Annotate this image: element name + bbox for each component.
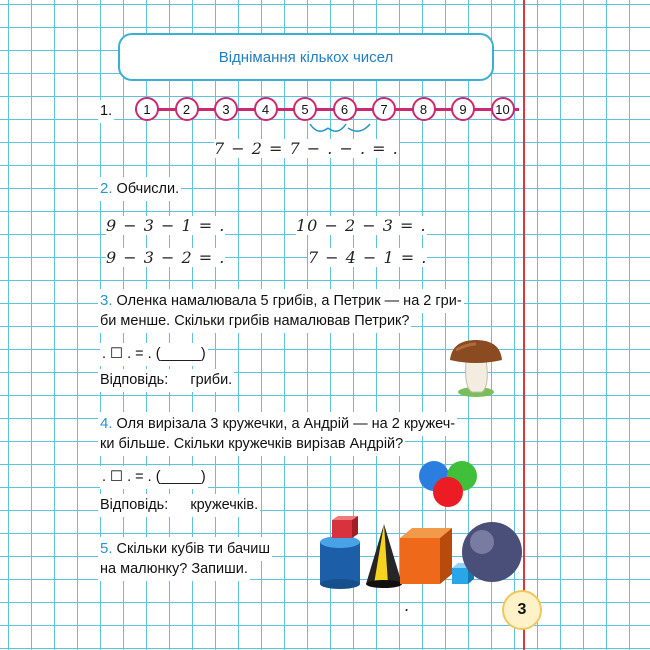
exercise-5-answer-dot: .	[404, 596, 411, 615]
exercise-5-text-1: Скільки кубів ти бачиш	[116, 541, 271, 557]
exercise-3-scheme: . ☐ . = . (_____)	[100, 343, 208, 366]
shapes-picture	[316, 514, 524, 590]
number-line-circle-4: 4	[254, 97, 278, 121]
exercise-4-text-1: Оля вирізала 3 кружечки, а Андрій — на 2 кружеч-	[116, 416, 456, 432]
number-line-circle-5: 5	[293, 97, 317, 121]
answer-label: Відповідь:	[100, 372, 169, 388]
exercise-2-label: Обчисли.	[116, 181, 180, 197]
exercise-2-number: 2.	[100, 180, 113, 197]
answer-label: Відповідь:	[100, 497, 169, 513]
exercise-3-text-1: Оленка намалювала 5 грибів, а Петрик — на 2 гри-	[116, 293, 462, 309]
exercise-3-line-2: би менше. Скільки грибів намалював Петрик?	[98, 310, 411, 333]
number-line-circle-10: 10	[491, 97, 515, 121]
exercise-5-line-2: на малюнку? Запиши.	[98, 558, 250, 581]
exercise-3-answer	[98, 369, 234, 392]
exercise-4-number: 4.	[100, 415, 113, 432]
exercise-4-line-2: ки більше. Скільки кружечків вирізав Андрій?	[98, 433, 405, 456]
exercise-4-answer	[98, 494, 260, 517]
exercise-3-number: 3.	[100, 292, 113, 309]
exercise-2-expr-2: 10 − 2 − 3 = .	[296, 216, 427, 235]
number-line-circle-9: 9	[451, 97, 475, 121]
answer-unit: кружечків.	[190, 497, 259, 513]
answer-unit: гриби.	[190, 372, 233, 388]
page-number: 3	[502, 590, 542, 630]
number-line-circle-1: 1	[135, 97, 159, 121]
exercise-5-number: 5.	[100, 540, 113, 557]
number-line-circle-7: 7	[372, 97, 396, 121]
number-line-circle-2: 2	[175, 97, 199, 121]
mushroom-picture	[446, 336, 506, 398]
colored-circles-picture	[414, 458, 486, 510]
exercise-2-heading	[98, 177, 181, 201]
exercise-2-expr-3: 9 − 3 − 2 = .	[106, 248, 226, 267]
exercise-2-expr-1: 9 − 3 − 1 = .	[106, 216, 226, 235]
exercise-4-scheme: . ☐ . = . (_____)	[100, 466, 208, 489]
jump-arrows	[300, 120, 380, 140]
number-line-circle-6: 6	[333, 97, 357, 121]
number-line-circle-3: 3	[214, 97, 238, 121]
exercise-1-expression: 7 − 2 = 7 − . − . = .	[214, 139, 399, 158]
exercise-1-number: 1.	[98, 100, 114, 123]
exercise-2-expr-4: 7 − 4 − 1 = .	[308, 248, 428, 267]
page-title: Віднімання кількох чисел	[118, 33, 494, 81]
number-line-circle-8: 8	[412, 97, 436, 121]
